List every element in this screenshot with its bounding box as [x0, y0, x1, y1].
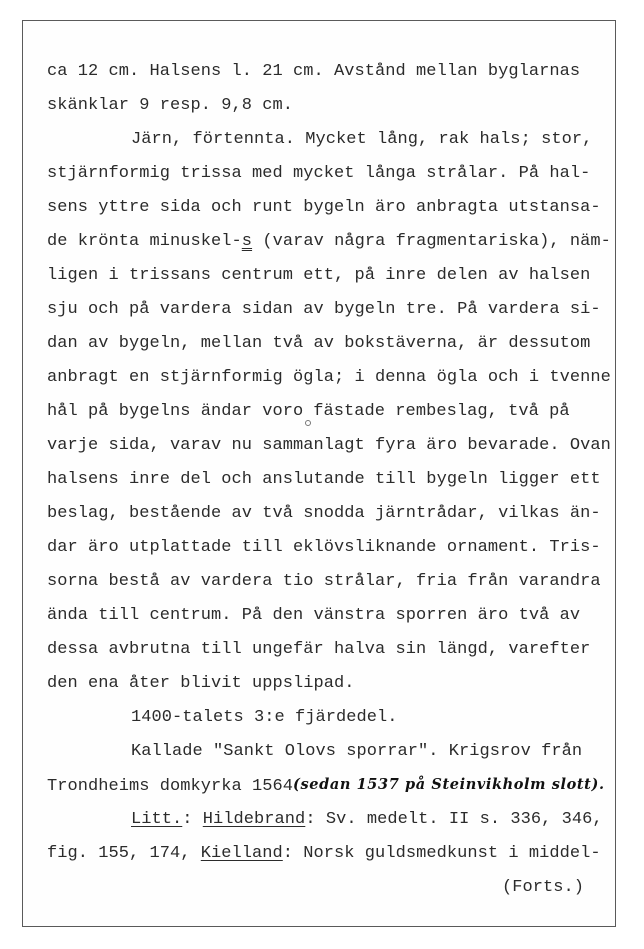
insertion-mark	[303, 414, 313, 415]
text-line: stjärnformig trissa med mycket långa strålar. På hal-	[47, 164, 591, 183]
text-line: beslag, bestående av två snodda järntrådar, vilkas än-	[47, 504, 601, 523]
text-line: sens yttre sida och runt bygeln äro anbragta utstansa-	[47, 198, 601, 217]
text-line: dar äro utplattade till eklövsliknande ornament. Tris-	[47, 538, 601, 557]
text-line: ligen i trissans centrum ett, på inre delen av halsen	[47, 266, 591, 285]
text-line: sorna bestå av vardera tio strålar, fria från varandra	[47, 572, 601, 591]
author-name: Hildebrand	[202, 810, 306, 829]
text-line: sju och på vardera sidan av bygeln tre. På vardera si-	[47, 300, 601, 319]
text-line: ända till centrum. På den vänstra sporren äro två av	[47, 606, 581, 625]
text-line: dan av bygeln, mellan två av bokstäverna, är dessutom	[47, 334, 591, 353]
text-line: de krönta minuskel-s (varav några fragmentariska), näm-	[47, 232, 611, 251]
text-line: den ena åter blivit uppslipad.	[47, 674, 355, 693]
text-line: dessa avbrutna till ungefär halva sin längd, varefter	[47, 640, 591, 659]
text-line: ca 12 cm. Halsens l. 21 cm. Avstånd mellan byglarnas	[47, 62, 581, 81]
author-name: Kielland	[200, 844, 283, 863]
provenance-line: Trondheims domkyrka 1564(sedan 1537 på Steinvikholm slott).	[47, 776, 605, 796]
literature-line: Litt.: Hildebrand: Sv. medelt. II s. 336, 346,	[131, 810, 603, 829]
dating-line: 1400-talets 3:e fjärdedel.	[131, 708, 398, 727]
provenance-line: Kallade "Sankt Olovs sporrar". Krigsrov från	[131, 742, 583, 761]
text-line: anbragt en stjärnformig ögla; i denna ögla och i tvenne	[47, 368, 611, 387]
paragraph-start-line: Järn, förtennta. Mycket lång, rak hals; stor,	[131, 130, 593, 149]
text-line: halsens inre del och anslutande till bygeln ligger ett	[47, 470, 601, 489]
literature-label: Litt.	[131, 810, 183, 829]
text-line: hål på bygelns ändar voro fästade rembeslag, två på	[47, 402, 570, 421]
handwritten-annotation: (sedan 1537 på Steinvikholm slott).	[293, 776, 605, 793]
double-underlined-letter: s	[241, 232, 253, 251]
continued-note: (Forts.)	[502, 878, 585, 897]
literature-line: fig. 155, 174, Kielland: Norsk guldsmedkunst i middel-	[47, 844, 601, 863]
text-line: skänklar 9 resp. 9,8 cm.	[47, 96, 294, 115]
text-line: varje sida, varav nu sammanlagt fyra äro bevarade. Ovan	[47, 436, 611, 455]
document-body	[47, 55, 617, 905]
